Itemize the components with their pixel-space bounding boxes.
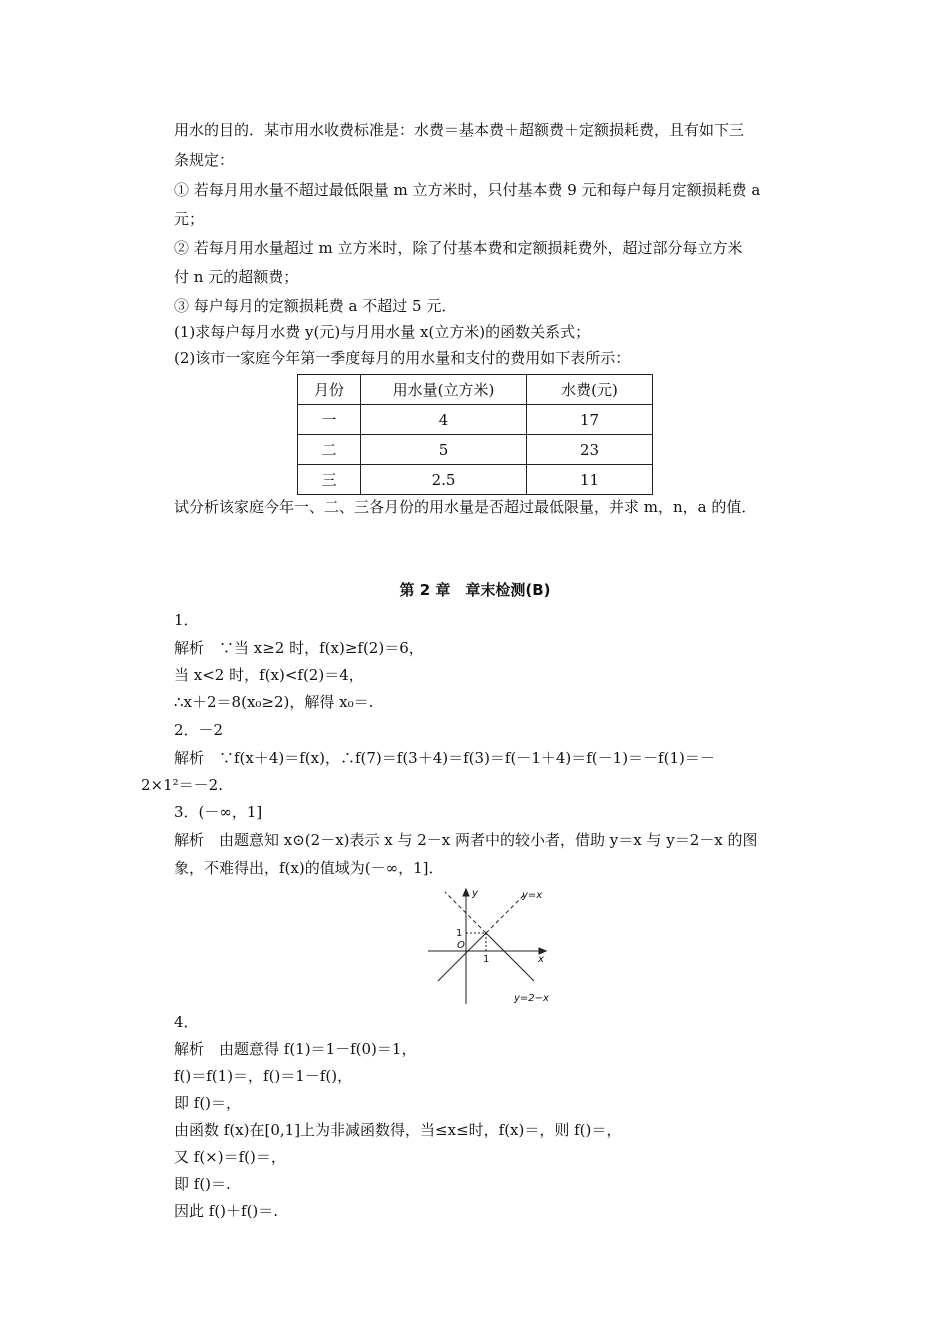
problem-after-table: 试分析该家庭今年一、二、三各月份的用水量是否超过最低限量，并求 m，n，a 的值． [174, 498, 757, 516]
answer-line: 即 f()＝. [174, 1175, 231, 1193]
water-usage-table [297, 374, 653, 495]
line-y-eq-2-minus-x-solid [486, 933, 534, 981]
answer-line: 解析 ∵f(x＋4)＝f(x)，∴f(7)＝f(3＋4)＝f(3)＝f(－1＋4)＝f(－1)＝－f(1)＝－ [174, 749, 715, 767]
answer-line: f()＝f(1)＝，f()＝1－f()， [174, 1067, 353, 1085]
answer-line: 象，不难得出，f(x)的值域为(－∞，1]． [174, 859, 444, 877]
x-axis-label: x [538, 954, 544, 965]
answer-line: 解析 由题意得 f(1)＝1－f(0)＝1， [174, 1040, 417, 1058]
answer-line: 2×1²＝－2. [141, 776, 223, 794]
answer-line: 因此 f()＋f()＝. [174, 1202, 279, 1220]
answer-line: 1． [174, 611, 199, 629]
answer-line: 即 f()＝， [174, 1094, 242, 1112]
answer-line: 由函数 f(x)在[0,1]上为非减函数得，当≤x≤时，f(x)＝，则 f()＝， [174, 1121, 622, 1139]
problem-line-4: 元； [174, 210, 205, 228]
answer-line: 又 f(×)＝f()＝， [174, 1148, 286, 1166]
answer-line: 2．－2 [174, 721, 224, 739]
answer-line: 3．(－∞，1] [174, 803, 263, 821]
answer-line: ∴x＋2＝8(x₀≥2)，解得 x₀＝. [174, 693, 374, 711]
table-cell: 2.5 [361, 465, 527, 495]
line-y-eq-x-dashed [486, 894, 525, 933]
tick-label-x: 1 [483, 954, 490, 965]
table-cell: 17 [527, 405, 653, 435]
table-header-row [298, 375, 653, 405]
table-row [298, 465, 653, 495]
table-cell: 23 [527, 435, 653, 465]
problem-line-7: ③ 每户每月的定额损耗费 a 不超过 5 元． [174, 297, 457, 315]
table-cell: 一 [298, 405, 361, 435]
table-header: 月份 [298, 375, 361, 405]
y-axis-arrow [463, 889, 469, 896]
answer-line: 4． [174, 1013, 199, 1031]
table-cell: 4 [361, 405, 527, 435]
line1-label: y=x [522, 890, 543, 901]
problem-line-6: 付 n 元的超额费； [174, 268, 299, 286]
problem-line-5: ② 若每月用水量超过 m 立方米时，除了付基本费和定额损耗费外，超过部分每立方米 [174, 239, 743, 257]
table-cell: 二 [298, 435, 361, 465]
answer-line: 解析 ∵当 x≥2 时，f(x)≥f(2)＝6， [174, 639, 424, 657]
problem-line-1: 用水的目的．某市用水收费标准是：水费＝基本费＋超额费＋定额损耗费，且有如下三 [174, 121, 745, 139]
table-cell: 5 [361, 435, 527, 465]
table-header: 用水量(立方米) [361, 375, 527, 405]
problem-line-2: 条规定： [174, 151, 235, 169]
tick-label-y: 1 [456, 928, 463, 939]
answer-line: 当 x<2 时，f(x)<f(2)＝4， [174, 666, 364, 684]
origin-label: O [457, 940, 465, 951]
table-cell: 11 [527, 465, 653, 495]
problem-line-3: ① 若每月用水量不超过最低限量 m 立方米时，只付基本费 9 元和每户每月定额损耗费 a [174, 181, 761, 199]
problem-line-8: (1)求每户每月水费 y(元)与月用水量 x(立方米)的函数关系式； [174, 323, 591, 341]
function-graph-figure [426, 884, 560, 1008]
table-row [298, 405, 653, 435]
table-row [298, 435, 653, 465]
section-title: 第 2 章 章末检测(B) [399, 581, 551, 599]
answer-line: 解析 由题意知 x⊙(2－x)表示 x 与 2－x 两者中的较小者，借助 y＝x 与 y＝2－x 的图 [174, 831, 758, 849]
line2-label: y=2−x [514, 993, 549, 1004]
problem-line-9: (2)该市一家庭今年第一季度每月的用水量和支付的费用如下表所示： [174, 349, 631, 367]
table-header: 水费(元) [527, 375, 653, 405]
table-cell: 三 [298, 465, 361, 495]
y-axis-label: y [472, 888, 478, 899]
